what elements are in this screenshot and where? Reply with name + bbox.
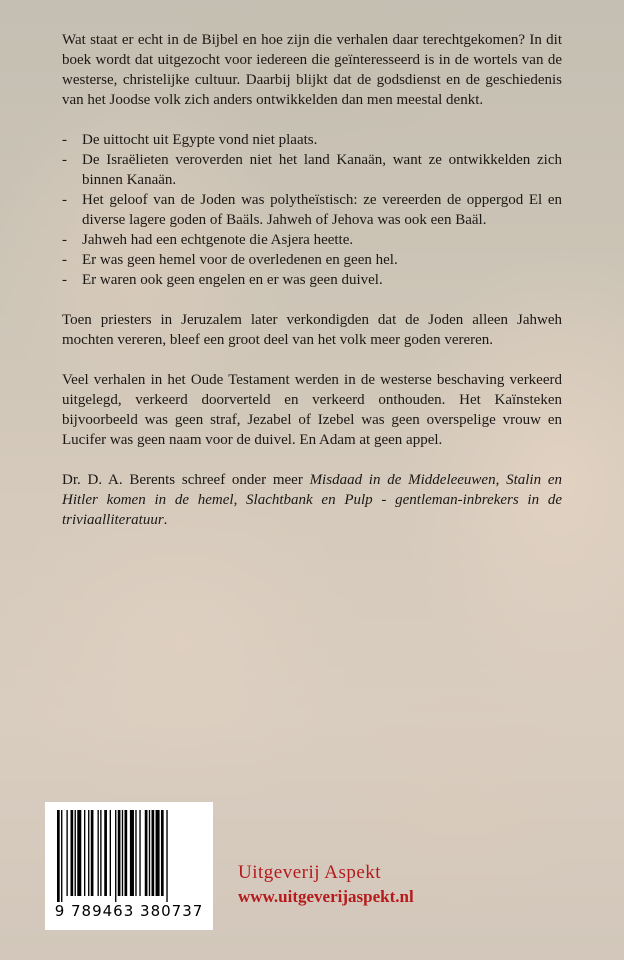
barcode-bar xyxy=(166,810,167,902)
author-paragraph xyxy=(62,470,562,530)
book-title-2: Stalin en Hitler komen in de hemel xyxy=(62,472,562,508)
barcode-bar xyxy=(84,810,85,896)
stories-paragraph: Veel verhalen in het Oude Testament werden in de westerse beschaving verkeerd uitgelegd, verkeerd doorverteld en verkeerd onthouden. Het Kaïnsteken bijvoorbeeld was geen straf, Jezabel of Izebel was geen overspelige vrouw en Lucifer was geen naam voor de duivel. En Adam at geen appel. xyxy=(62,372,562,448)
barcode-bar xyxy=(149,810,150,896)
publisher-block xyxy=(238,862,414,907)
list-item-text: Er waren ook geen engelen en er was geen duivel. xyxy=(82,272,383,288)
barcode-bar xyxy=(130,810,134,896)
barcode-bar xyxy=(75,810,76,896)
isbn-number: 9 789463 380737 xyxy=(54,902,204,920)
barcode-bar xyxy=(66,810,67,896)
list-item xyxy=(62,270,562,290)
list-item xyxy=(62,190,562,230)
author-suffix: . xyxy=(163,512,168,528)
publisher-name: Uitgeverij Aspekt xyxy=(238,862,382,883)
list-dash: - xyxy=(62,232,67,248)
barcode-bar xyxy=(135,810,136,896)
barcode-bar xyxy=(156,810,160,896)
list-item xyxy=(62,150,562,190)
list-dash: - xyxy=(62,192,67,208)
barcode-bar xyxy=(77,810,81,896)
book-title-1: Misdaad in de Middeleeuwen xyxy=(309,472,496,488)
list-dash: - xyxy=(62,152,67,168)
barcode-bar xyxy=(104,810,107,896)
barcode-bar xyxy=(57,810,60,902)
list-item xyxy=(62,230,562,250)
barcode-bar xyxy=(152,810,155,896)
list-dash: - xyxy=(62,272,67,288)
barcode-bar xyxy=(125,810,128,896)
blurb-text xyxy=(62,30,562,550)
barcode-bar xyxy=(61,810,62,902)
barcode-bars xyxy=(55,810,203,902)
publisher-url[interactable]: www.uitgeverijaspekt.nl xyxy=(238,887,414,906)
barcode-bar xyxy=(139,810,140,896)
list-item xyxy=(62,130,562,150)
separator: , xyxy=(233,492,247,508)
list-item xyxy=(62,250,562,270)
barcode-bar xyxy=(110,810,111,896)
list-item-text: De uittocht uit Egypte vond niet plaats. xyxy=(82,132,318,148)
barcode-bar xyxy=(91,810,94,896)
claims-list xyxy=(62,130,562,290)
barcode-bar xyxy=(98,810,99,896)
list-dash: - xyxy=(62,132,67,148)
isbn-barcode xyxy=(45,802,213,930)
barcode-bar xyxy=(145,810,148,896)
list-item-text: Er was geen hemel voor de overledenen en geen hel. xyxy=(82,252,398,268)
barcode-bar xyxy=(115,810,116,902)
list-item-text: De Israëlieten veroverden niet het land Kanaän, want ze ontwikkelden zich binnen Kanaän. xyxy=(82,152,562,188)
priests-paragraph: Toen priesters in Jeruzalem later verkondigden dat de Joden alleen Jahweh mochten vereren, bleef een groot deel van het volk meer goden vereren. xyxy=(62,312,562,348)
author-prefix: Dr. D. A. Berents schreef onder meer xyxy=(62,472,310,488)
intro-paragraph: Wat staat er echt in de Bijbel en hoe zijn die verhalen daar terechtgekomen? In dit boek wordt dat uitgezocht voor iedereen die geïnteresseerd is in de wortels van de westerse, christelijke cultuur. Daarbij blijkt dat de godsdienst en de geschiedenis van het Joodse volk zich anders ontwikkelden dan men meestal denkt. xyxy=(62,32,562,108)
barcode-bar xyxy=(122,810,123,896)
barcode-bar xyxy=(118,810,121,896)
book-title-3: Slachtbank en Pulp - gentleman-inbrekers in de triviaalliteratuur xyxy=(62,492,562,528)
barcode-bar xyxy=(71,810,74,896)
list-item-text: Het geloof van de Joden was polytheïstisch: ze vereerden de oppergod El en diverse lagere goden of Baäls. Jahweh of Jehova was ook een Baäl. xyxy=(82,192,562,228)
separator: , xyxy=(495,472,507,488)
list-item-text: Jahweh had een echtgenote die Asjera heette. xyxy=(82,232,354,248)
list-dash: - xyxy=(62,252,67,268)
barcode-bar xyxy=(88,810,89,896)
barcode-bar xyxy=(100,810,101,896)
barcode-bar xyxy=(161,810,164,896)
